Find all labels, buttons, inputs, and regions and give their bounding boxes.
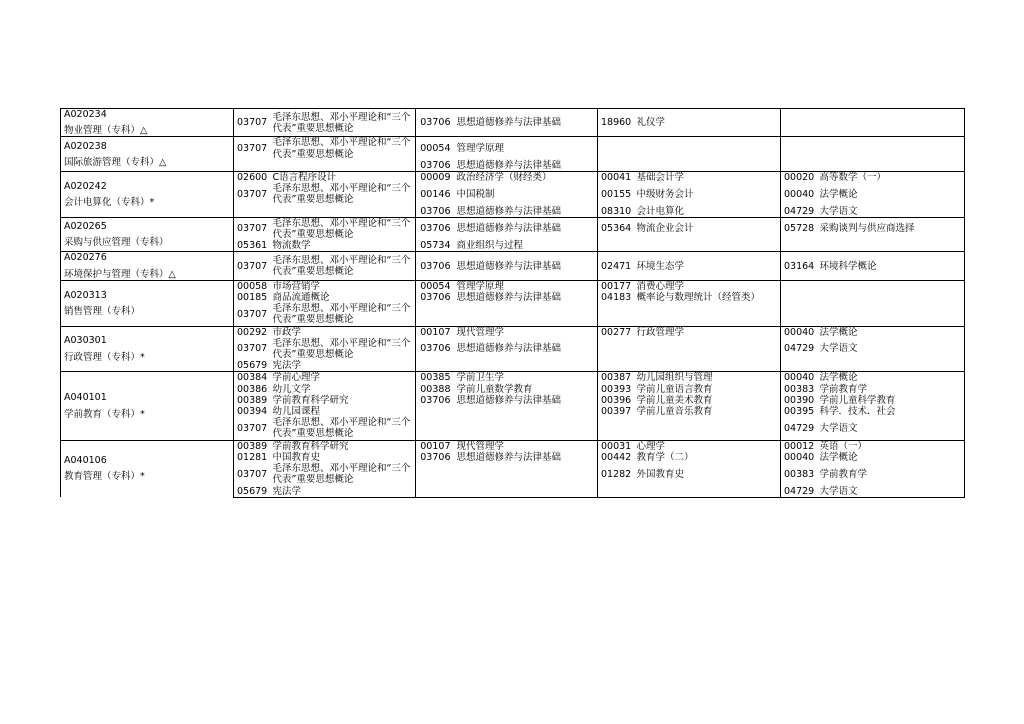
course-name (817, 109, 965, 137)
course-code: 00383 (784, 468, 815, 480)
course-code: 05679 (237, 360, 268, 372)
course-name (634, 486, 781, 498)
major-code: A020265 (64, 220, 107, 232)
course-code (781, 280, 817, 292)
course-code (781, 109, 817, 137)
course-code: 00386 (237, 383, 268, 395)
major-cell (61, 372, 234, 440)
course-code: 03707 (234, 109, 270, 137)
course-code (781, 303, 817, 326)
course-code: 01282 (601, 468, 632, 480)
course-code: 05679 (234, 486, 270, 498)
course-code: 00292 (234, 326, 270, 338)
course-code: 00041 (598, 172, 634, 184)
course-code: 08310 (601, 205, 632, 217)
course-code (416, 406, 454, 417)
course-name: 思想道德修养与法律基础 (454, 160, 598, 172)
course-code: 00277 (598, 326, 634, 338)
course-name: 大学语文 (817, 417, 965, 440)
course-code: 00040 (781, 372, 817, 384)
course-code: 00393 (601, 383, 632, 395)
course-code: 02471 (598, 252, 634, 280)
course-name (817, 292, 965, 303)
course-name: 管理学原理 (454, 280, 598, 292)
course-code (598, 160, 634, 172)
course-code (598, 338, 634, 360)
course-code: 03707 (237, 343, 268, 355)
course-code: 00040 (781, 326, 817, 338)
course-code: 05734 (420, 240, 451, 252)
course-code: 03706 (416, 252, 454, 280)
course-code: 00020 (781, 172, 817, 184)
course-name: 采购谈判与供应商选择 (817, 217, 965, 240)
course-name: 毛泽东思想、邓小平理论和“三个代表”重要思想概论 (270, 338, 416, 360)
course-name: 学前教育科学研究 (270, 440, 416, 452)
course-code: 04729 (781, 486, 817, 498)
course-code: 00107 (416, 440, 454, 452)
course-name: 幼儿园课程 (270, 406, 416, 417)
course-code: 03706 (416, 217, 454, 240)
major-cell (61, 172, 234, 218)
course-name: 学前儿童科学教育 (817, 395, 965, 406)
course-code: 00395 (784, 406, 815, 418)
course-code (598, 417, 634, 440)
course-code: 03707 (237, 188, 268, 200)
course-name: 中国税制 (454, 183, 598, 205)
course-name: 市政学 (270, 326, 416, 338)
course-name (817, 280, 965, 292)
course-name: 法学概论 (817, 326, 965, 338)
course-code: 03707 (234, 137, 270, 160)
course-name: 法学概论 (817, 372, 965, 384)
major-cell (61, 440, 234, 497)
course-code (598, 240, 634, 252)
major-cell (61, 109, 234, 137)
course-name: 物流企业会计 (634, 217, 781, 240)
course-code: 00389 (237, 394, 268, 406)
major-cell (61, 326, 234, 372)
course-code: 00185 (237, 292, 268, 304)
course-name (817, 303, 965, 326)
major-name: 行政管理（专科）* (64, 351, 145, 363)
course-code (598, 360, 634, 372)
course-name: 法学概论 (817, 452, 965, 463)
major-cell (61, 217, 234, 252)
course-name: 思想道德修养与法律基础 (454, 109, 598, 137)
course-code: 00040 (784, 451, 815, 463)
course-code (416, 360, 454, 372)
course-name: 毛泽东思想、邓小平理论和“三个代表”重要思想概论 (270, 463, 416, 485)
course-code: 00146 (420, 188, 451, 200)
major-code: A020276 (64, 252, 107, 264)
course-name: 毛泽东思想、邓小平理论和“三个代表”重要思想概论 (270, 183, 416, 205)
course-name: 学前教育学 (817, 463, 965, 485)
course-name: 学前卫生学 (454, 372, 598, 384)
course-code: 00058 (234, 280, 270, 292)
major-name: 销售管理（专科） (64, 305, 141, 317)
course-code (416, 486, 454, 498)
course-name: 学前儿童美术教育 (634, 395, 781, 406)
course-name: 幼儿园组织与管理 (634, 372, 781, 384)
course-name: 学前儿童音乐教育 (634, 406, 781, 417)
major-name: 环境保护与管理（专科）△ (64, 268, 176, 280)
course-code: 00396 (601, 394, 632, 406)
table-row (61, 440, 965, 452)
course-name: 教育学（二） (634, 452, 781, 463)
major-cell (61, 137, 234, 172)
course-name (817, 137, 965, 160)
table-row (61, 109, 965, 137)
course-name: 心理学 (634, 440, 781, 452)
course-name (454, 303, 598, 326)
major-name: 会计电算化（专科）* (64, 196, 155, 208)
major-name: 采购与供应管理（专科） (64, 237, 169, 249)
course-code (234, 160, 270, 172)
course-code (781, 240, 817, 252)
course-code: 03707 (234, 217, 270, 240)
course-name: 会计电算化 (634, 206, 781, 218)
course-code: 04183 (601, 292, 632, 304)
exam-course-table (60, 108, 965, 498)
course-code: 01281 (237, 451, 268, 463)
course-name: 现代管理学 (454, 326, 598, 338)
course-name: 大学语文 (817, 486, 965, 498)
course-code: 00012 (781, 440, 817, 452)
course-code: 05361 (237, 240, 268, 252)
course-name: 毛泽东思想、邓小平理论和“三个代表”重要思想概论 (270, 417, 416, 440)
course-code: 04729 (784, 422, 815, 434)
course-code: 00383 (784, 383, 815, 395)
course-name (454, 486, 598, 498)
major-name: 国际旅游管理（专科）△ (64, 156, 167, 168)
course-name (454, 406, 598, 417)
course-code: 05728 (781, 217, 817, 240)
course-name: 大学语文 (817, 338, 965, 360)
course-code: 04729 (784, 343, 815, 355)
course-code (598, 137, 634, 160)
course-name: 市场营销学 (270, 280, 416, 292)
course-name: 学前心理学 (270, 372, 416, 384)
course-code: 00009 (416, 172, 454, 184)
course-name: 学前教育学 (817, 384, 965, 395)
course-name (270, 160, 416, 172)
table-row (61, 280, 965, 292)
course-name: 消费心理学 (634, 280, 781, 292)
course-name: 学前儿童数学教育 (454, 384, 598, 395)
course-name (634, 240, 781, 252)
course-name: 英语（一） (817, 440, 965, 452)
course-name: 概率论与数理统计（经管类） (634, 292, 781, 303)
course-code (416, 463, 454, 485)
course-code: 00107 (416, 326, 454, 338)
course-name: 思想道德修养与法律基础 (454, 206, 598, 218)
table-row (61, 172, 965, 184)
course-code: 00390 (784, 394, 815, 406)
major-code: A040101 (64, 392, 107, 404)
course-code: 00385 (416, 372, 454, 384)
course-code: 03707 (234, 252, 270, 280)
table-row (61, 252, 965, 280)
course-code (416, 417, 454, 440)
course-name (634, 137, 781, 160)
course-code: 03706 (420, 343, 451, 355)
course-code: 03706 (420, 292, 451, 304)
course-name: 科学．技术．社会 (817, 406, 965, 417)
course-name: 毛泽东思想、邓小平理论和“三个代表”重要思想概论 (270, 137, 416, 160)
course-name: 礼仪学 (634, 109, 781, 137)
course-name: 毛泽东思想、邓小平理论和“三个代表”重要思想概论 (270, 109, 416, 137)
course-name: 高等数学（一） (817, 172, 965, 184)
course-code: 18960 (598, 109, 634, 137)
course-code: 03706 (420, 451, 451, 463)
course-code: 00040 (784, 188, 815, 200)
course-name (634, 417, 781, 440)
course-name: 毛泽东思想、邓小平理论和“三个代表”重要思想概论 (270, 217, 416, 240)
course-name: 思想道德修养与法律基础 (454, 338, 598, 360)
course-code (598, 486, 634, 498)
course-code: 00155 (601, 188, 632, 200)
course-name: 环境科学概论 (817, 252, 965, 280)
course-name: 法学概论 (817, 183, 965, 205)
major-code: A030301 (64, 335, 107, 347)
major-code: A020313 (64, 289, 107, 301)
course-name: 环境生态学 (634, 252, 781, 280)
course-code: 00397 (601, 406, 632, 418)
course-code: 00389 (234, 440, 270, 452)
course-code: 00177 (598, 280, 634, 292)
course-code: 00394 (237, 406, 268, 418)
major-name: 物业管理（专科）△ (64, 125, 148, 137)
course-name: 中国教育史 (270, 452, 416, 463)
course-name: 宪法学 (270, 360, 416, 372)
major-code: A040106 (64, 455, 107, 467)
course-code (234, 206, 270, 218)
course-name (270, 206, 416, 218)
course-code: 02600 (234, 172, 270, 184)
course-name: 管理学原理 (454, 137, 598, 160)
course-name: 外国教育史 (634, 463, 781, 485)
course-name: 思想道德修养与法律基础 (454, 395, 598, 406)
course-code: 03707 (237, 422, 268, 434)
course-code: 03706 (420, 159, 451, 171)
course-name: 幼儿文学 (270, 384, 416, 395)
table-row (61, 137, 965, 160)
exam-table-body (61, 109, 965, 498)
course-code: 00384 (234, 372, 270, 384)
course-name: 思想道德修养与法律基础 (454, 452, 598, 463)
course-code: 03706 (420, 205, 451, 217)
course-name: 物流数学 (270, 240, 416, 252)
course-name (634, 338, 781, 360)
course-name: 思想道德修养与法律基础 (454, 217, 598, 240)
course-code (781, 137, 817, 160)
course-code: 00054 (416, 280, 454, 292)
course-name: 政治经济学（财经类） (454, 172, 598, 184)
course-name: 行政管理学 (634, 326, 781, 338)
course-name: 中级财务会计 (634, 183, 781, 205)
course-name: 宪法学 (270, 486, 416, 498)
course-code: 00442 (601, 451, 632, 463)
major-name: 学前教育（专科）* (64, 408, 145, 420)
major-cell (61, 280, 234, 326)
course-name: 毛泽东思想、邓小平理论和“三个代表”重要思想概论 (270, 303, 416, 326)
course-code (416, 303, 454, 326)
course-name: 思想道德修养与法律基础 (454, 292, 598, 303)
course-code: 00388 (420, 383, 451, 395)
table-row (61, 372, 965, 384)
course-code (781, 292, 817, 303)
course-code: 04729 (784, 205, 815, 217)
course-name: 大学语文 (817, 206, 965, 218)
table-row (61, 326, 965, 338)
course-code: 00031 (598, 440, 634, 452)
course-name: 现代管理学 (454, 440, 598, 452)
course-code: 03706 (420, 394, 451, 406)
course-name (634, 303, 781, 326)
course-name: 毛泽东思想、邓小平理论和“三个代表”重要思想概论 (270, 252, 416, 280)
course-name (634, 360, 781, 372)
course-name (817, 360, 965, 372)
course-code (781, 160, 817, 172)
course-code: 03706 (416, 109, 454, 137)
course-name: 学前儿童语言教育 (634, 384, 781, 395)
course-name: C语言程序设计 (270, 172, 416, 184)
course-name: 商品流通概论 (270, 292, 416, 303)
major-cell (61, 252, 234, 280)
course-code: 00054 (416, 137, 454, 160)
course-name (454, 463, 598, 485)
table-row (61, 217, 965, 240)
major-code: A020238 (64, 140, 107, 152)
course-name: 学前教育科学研究 (270, 395, 416, 406)
course-code: 03707 (237, 308, 268, 320)
course-code: 00387 (598, 372, 634, 384)
course-name (817, 240, 965, 252)
course-name (454, 417, 598, 440)
major-name: 教育管理（专科）* (64, 471, 145, 483)
course-code: 05364 (598, 217, 634, 240)
course-name (817, 160, 965, 172)
major-code: A020234 (64, 109, 107, 120)
course-code: 03707 (237, 468, 268, 480)
course-name: 基础会计学 (634, 172, 781, 184)
course-name (454, 360, 598, 372)
course-code: 03164 (781, 252, 817, 280)
course-name (634, 160, 781, 172)
course-name: 思想道德修养与法律基础 (454, 252, 598, 280)
course-code (781, 360, 817, 372)
major-code: A020242 (64, 180, 107, 192)
course-name: 商业组织与过程 (454, 240, 598, 252)
course-code (598, 303, 634, 326)
